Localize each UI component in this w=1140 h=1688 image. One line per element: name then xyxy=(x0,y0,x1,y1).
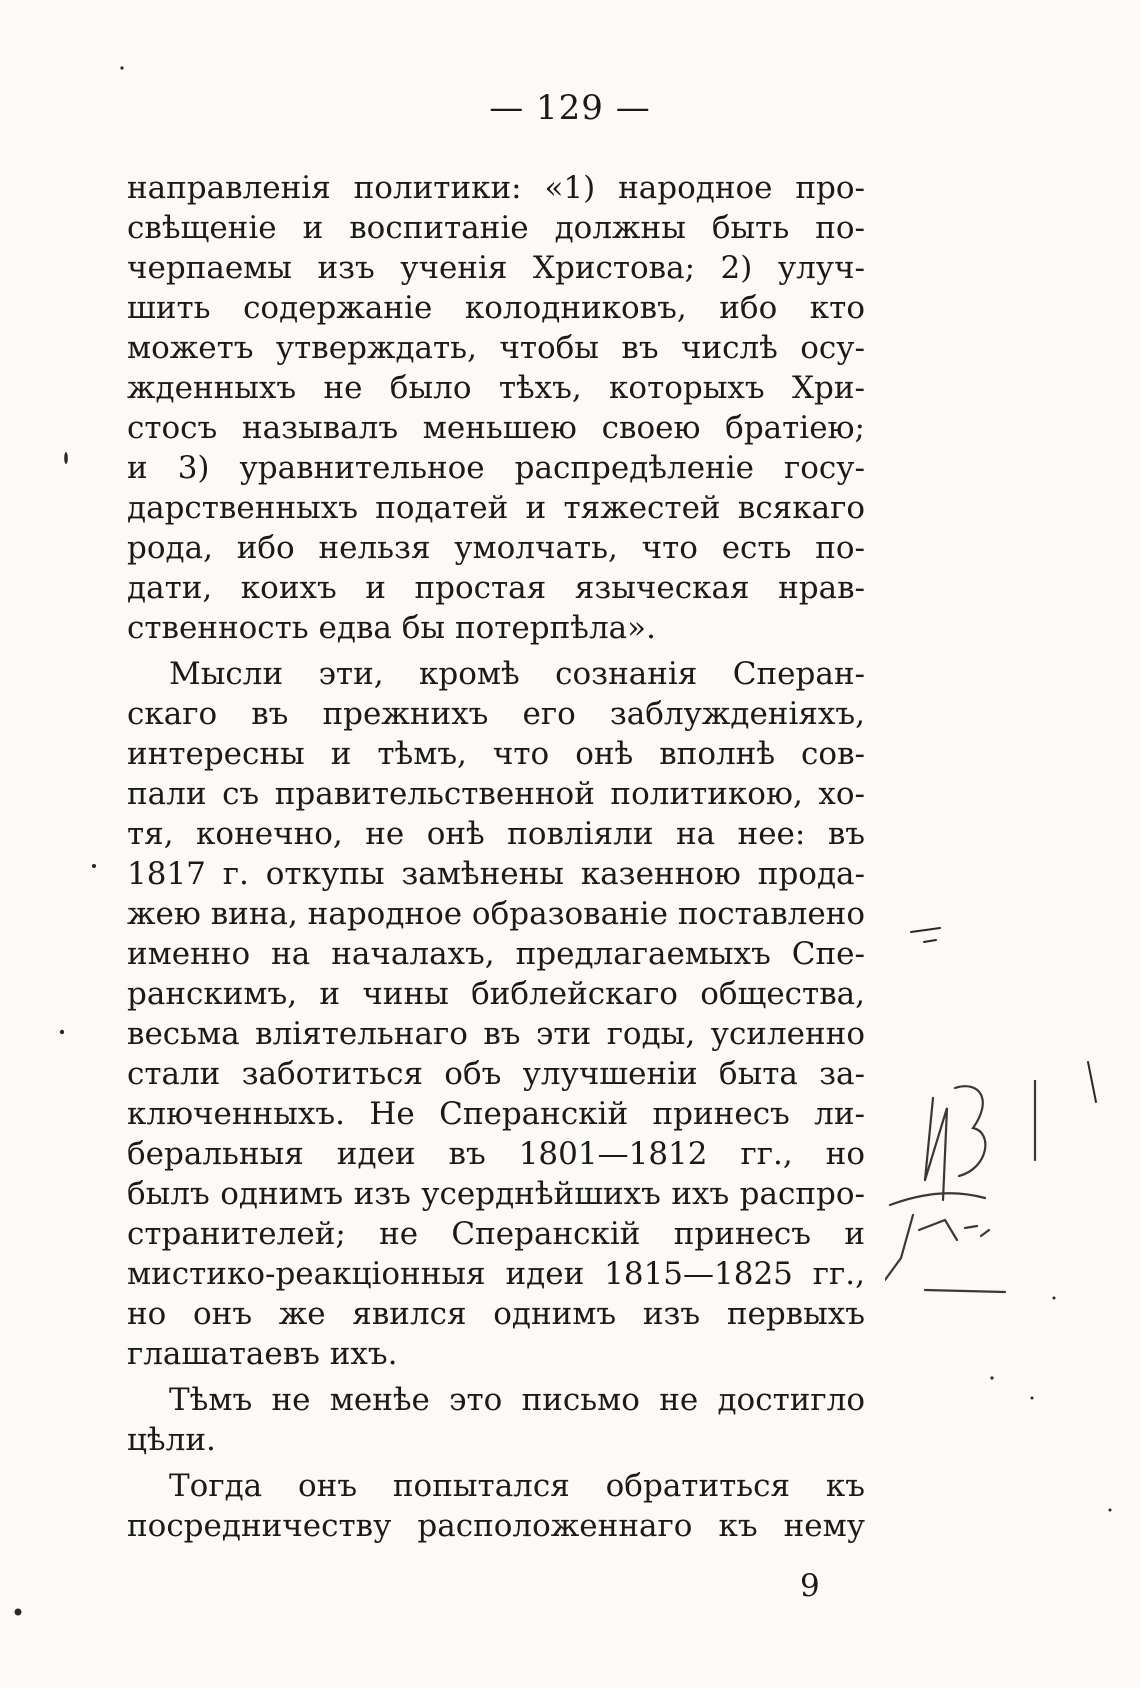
text-line: былъ однимъ изъ усерднѣйшихъ ихъ распро- xyxy=(127,1176,865,1212)
text-line: Мысли эти, кромѣ сознанія Сперан- xyxy=(169,656,865,692)
text-line: беральныя идеи въ 1801—1812 гг., но xyxy=(127,1136,865,1172)
text-line: ранскимъ, и чины библейскаго общества, xyxy=(127,976,865,1012)
text-line: скаго въ прежнихъ его заблужденіяхъ, xyxy=(127,696,865,732)
text-line: дарственныхъ податей и тяжестей всякаго xyxy=(127,490,865,526)
text-line: странителей; не Сперанскій принесъ и xyxy=(127,1216,865,1252)
printer-signature-mark: 9 xyxy=(800,1568,820,1604)
text-line: свѣщеніе и воспитаніе должны быть по- xyxy=(127,210,865,246)
text-line: стосъ называлъ меньшею своею братіею; xyxy=(127,410,865,446)
text-line: посредничеству расположеннаго къ нему xyxy=(127,1508,865,1544)
text-line: мистико-реакціонныя идеи 1815—1825 гг., xyxy=(127,1256,865,1292)
text-line: ственность едва бы потерпѣла». xyxy=(127,610,656,646)
text-line: направленія политики: «1) народное про- xyxy=(127,170,865,206)
text-line: шить содержаніе колодниковъ, ибо кто xyxy=(127,290,865,326)
text-line: 1817 г. откупы замѣнены казенною прода- xyxy=(127,856,865,892)
text-line: но онъ же явился однимъ изъ первыхъ xyxy=(127,1296,865,1332)
text-line: дати, коихъ и простая языческая нрав- xyxy=(127,570,865,606)
text-line: Тѣмъ не менѣе это письмо не достигло xyxy=(169,1382,865,1418)
text-line: именно на началахъ, предлагаемыхъ Спе- xyxy=(127,936,865,972)
text-line: и 3) уравнительное распредѣленіе госу- xyxy=(127,450,865,486)
text-line: ключенныхъ. Не Сперанскій принесъ ли- xyxy=(127,1096,865,1132)
text-line: жденныхъ не было тѣхъ, которыхъ Хри- xyxy=(127,370,865,406)
text-line: Тогда онъ попытался обратиться къ xyxy=(169,1468,865,1504)
text-line: рода, ибо нельзя умолчать, что есть по- xyxy=(127,530,865,566)
text-line: глашатаевъ ихъ. xyxy=(127,1336,398,1372)
text-line: цѣли. xyxy=(127,1422,216,1458)
text-line: стали заботиться объ улучшеніи быта за- xyxy=(127,1056,865,1092)
text-line: можетъ утверждать, чтобы въ числѣ осу- xyxy=(127,330,865,366)
text-line: черпаемы изъ ученія Христова; 2) улуч- xyxy=(127,250,865,286)
page-number-header: — 129 — xyxy=(489,88,651,128)
text-line: весьма вліятельнаго въ эти годы, усиленно xyxy=(127,1016,865,1052)
text-line: пали съ правительственной политикою, хо- xyxy=(127,776,865,812)
text-line: жею вина, народное образованіе поставлено xyxy=(127,896,866,932)
text-line: интересны и тѣмъ, что онѣ вполнѣ сов- xyxy=(127,736,865,772)
text-line: тя, конечно, не онѣ повліяли на нее: въ xyxy=(127,816,865,852)
